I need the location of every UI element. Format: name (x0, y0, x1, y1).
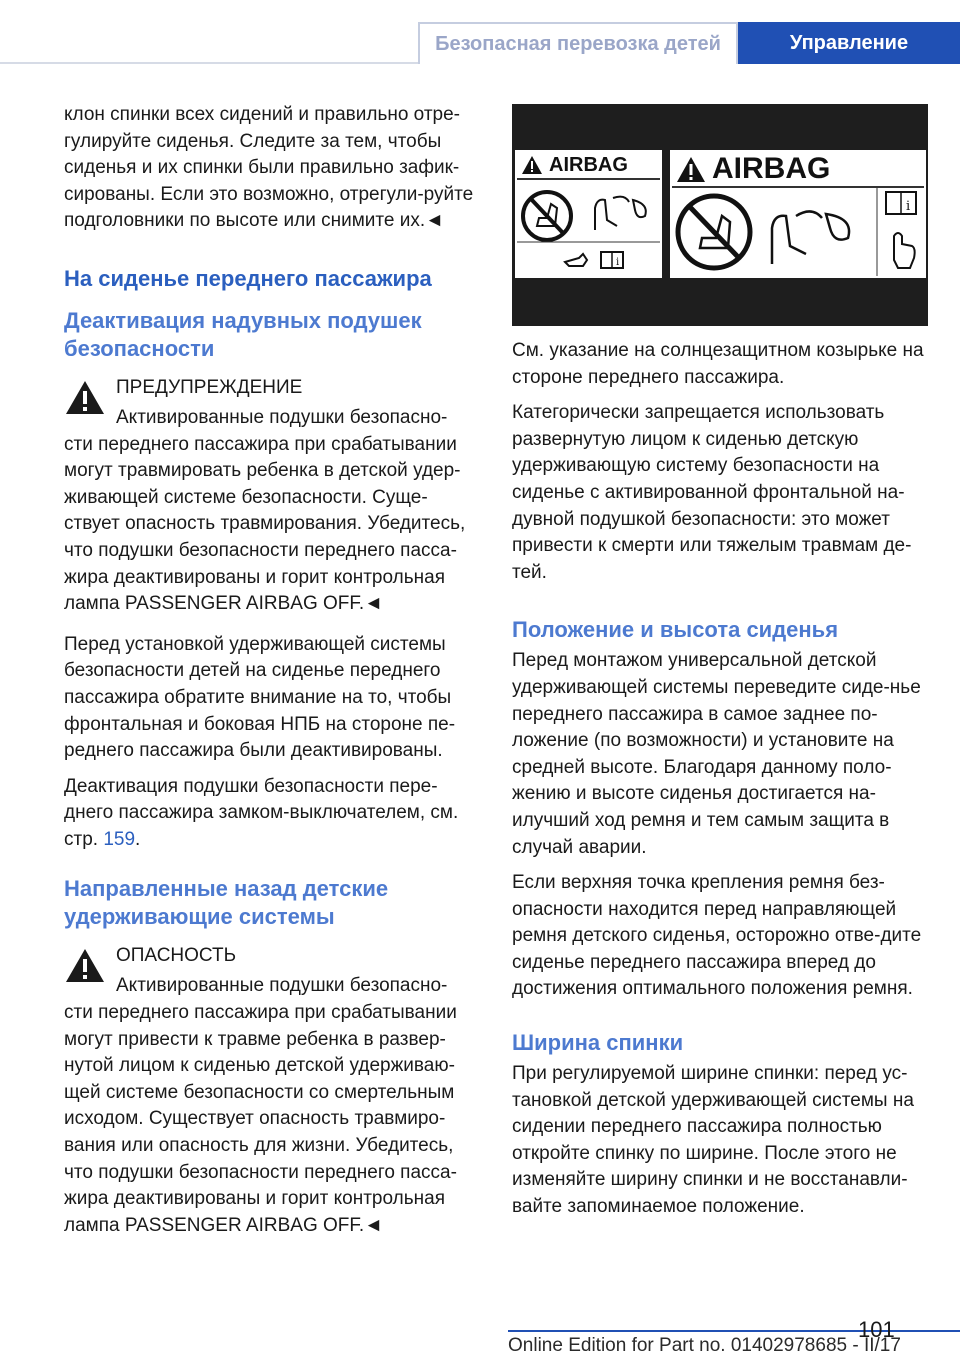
danger-triangle-icon (64, 947, 106, 984)
danger-text: сти переднего пассажира при срабатывании могут привести к травме ребенка в развер-нутой лицом к сиденью детской удерживаю-щей системе безопасности со смертельным исходом. Существует опасность травмиро-вания или опасность для жизни. Убедитесь, что подушки безопасности переднего пасса-жира деактивированы и горит контрольная лампа PASSENGER AIRBAG OFF.◄ (64, 1002, 457, 1236)
paragraph-key-switch-text: Деактивация подушки безопасности пере-днего пассажира замком-выключателем, см. стр. (64, 775, 459, 850)
section-tab[interactable]: Безопасная перевозка детей (418, 22, 738, 64)
airbag-large-warning-icon (676, 156, 706, 183)
page-reference-link[interactable]: 159 (103, 828, 136, 850)
airbag-label-small: AIRBAG (549, 153, 628, 176)
paragraph-key-switch (64, 774, 478, 854)
paragraph-before-install: Перед установкой удерживающей системы безопасности детей на сиденье переднего пассажира обратите внимание на то, чтобы фронтальная и боковая НПБ на стороне пе-реднего пассажира были деактивированы. (64, 633, 456, 762)
edition-info: Online Edition for Part no. 01402978685 - II/17 (508, 1335, 901, 1356)
danger-text-first: Активированные подушки безопасно- (116, 975, 448, 997)
airbag-warning-image (512, 104, 928, 326)
warning-block (64, 375, 478, 618)
danger-title: ОПАСНОСТЬ (116, 945, 237, 967)
backrest-width-paragraph: При регулируемой ширине спинки: перед ус-тановкой детской удерживающей системы на сидении переднего пассажира полностью откройте спинку по ширине. После этого не изменяйте ширину спинки и не восстанавли-вайте запоминаемое положение. (512, 1063, 914, 1218)
rear-facing-seat-prohibited-icon (517, 180, 660, 276)
chapter-tab[interactable]: Управление (738, 22, 960, 64)
left-column (64, 102, 478, 1253)
warning-title: ПРЕДУПРЕЖДЕНИЕ (116, 376, 303, 398)
page-number: 101 (858, 1317, 895, 1342)
heading-passenger-seat: На сиденье переднего пассажира (64, 265, 432, 291)
airbag-warning-icon (521, 155, 543, 175)
airbag-label-large: AIRBAG (712, 152, 831, 185)
heading-rear-facing: Направленные назад детские удерживающие системы (64, 876, 389, 930)
heading-seat-position: Положение и высота сиденья (512, 617, 839, 643)
svg-text:i: i (616, 257, 620, 268)
airbag-banner-large (672, 152, 924, 188)
airbag-banner-small (517, 152, 660, 180)
danger-block (64, 943, 478, 1239)
svg-text:i: i (906, 199, 911, 214)
paragraph-key-switch-end: . (135, 828, 141, 850)
heading-backrest-width: Ширина спинки (512, 1030, 684, 1056)
airbag-sticker-large (670, 150, 926, 278)
prohibition-paragraph: Категорически запрещается использовать развернутую лицом к сиденью детскую удерживающую систему безопасности на сиденье с активированной фронтальной на-дувной подушкой безопасности: это может привести к смерти или тяжелым травмам де-тей. (512, 402, 912, 583)
warning-triangle-icon (64, 379, 106, 416)
warning-text: сти переднего пассажира при срабатывании могут травмировать ребенка в детской удер-живающей системе безопасности. Суще-ствует опасность травмирования. Убедитесь, что подушки безопасности переднего пасса-жира деактивированы и горит контрольная лампа PASSENGER AIRBAG OFF.◄ (64, 433, 466, 615)
right-column (512, 338, 928, 1230)
airbag-pictograms (672, 188, 924, 276)
belt-anchor-paragraph: Если верхняя точка крепления ремня без-опасности находится перед направляющей ремня детского сиденья, осторожно отве-дите сиденье переднего пассажира вперед до достижения оптимального положения ремня. (512, 872, 922, 1000)
seat-position-paragraph: Перед монтажом универсальной детской удерживающей системы переведите сиде-нье переднего пассажира в самое заднее по-ложение (по возможности) и установите на средней высоте. Благодаря данному поло-жению и высоте сиденья достигается на-илучший ход ремня и тем самым защита в случай аварии. (512, 650, 921, 858)
intro-paragraph: клон спинки всех сидений и правильно отре-гулируйте сиденья. Следите за тем, чтобы сиденья и их спинки были правильно зафик-сированы. Если это возможно, отрегули-руйте подголовники по высоте или снимите их.◄ (64, 104, 474, 232)
sun-visor-note: См. указание на солнцезащитном козырьке на стороне переднего пассажира. (512, 340, 924, 388)
airbag-sticker-small (515, 150, 662, 278)
warning-text-first: Активированные подушки безопасно- (116, 406, 448, 428)
heading-airbag-deactivation: Деактивация надувных подушек безопасности (64, 307, 422, 361)
